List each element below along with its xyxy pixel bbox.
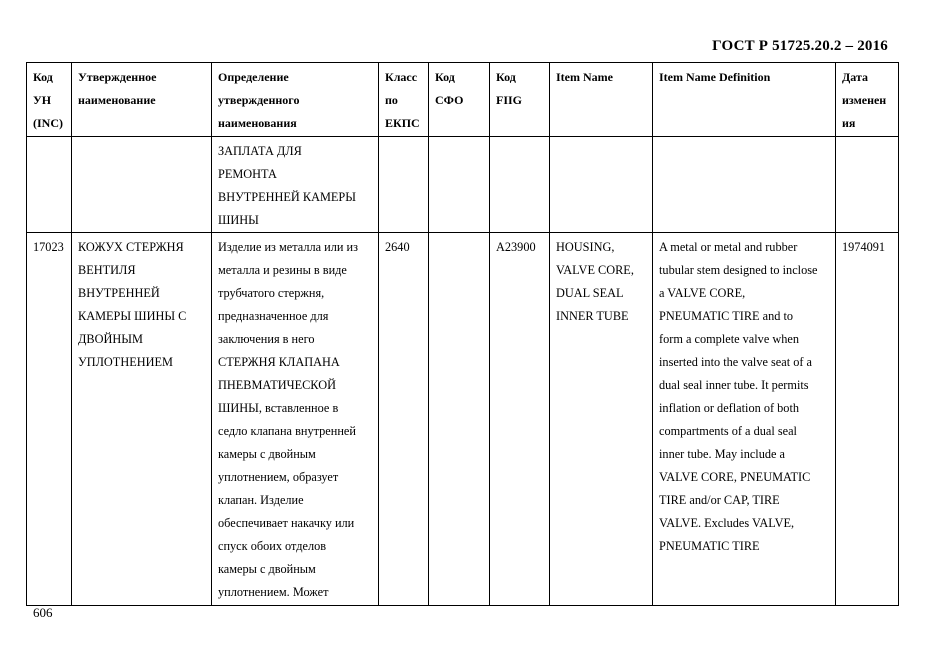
header-item-name-definition: Item Name Definition (653, 63, 836, 137)
table-header-row (27, 63, 899, 137)
cell-inc: 17023 (27, 233, 72, 606)
page-number: 606 (33, 605, 53, 620)
cell-definition: ЗАПЛАТА ДЛЯ РЕМОНТА ВНУТРЕННЕЙ КАМЕРЫ ШИНЫ (212, 137, 379, 233)
cell-class-ekps (379, 137, 429, 233)
cell-class-ekps: 2640 (379, 233, 429, 606)
header-class-ekps: Класс по ЕКПС (379, 63, 429, 137)
header-date-changed: Дата изменен ия (836, 63, 899, 137)
cell-item-name: HOUSING, VALVE CORE, DUAL SEAL INNER TUBE (550, 233, 653, 606)
cell-code-sfo (429, 233, 490, 606)
cell-item-name-definition: A metal or metal and rubber tubular stem designed to inclose a VALVE CORE, PNEUMATIC TIRE and to form a complete valve when inserted into the valve seat of a dual seal inner tube. It permits inflation or deflation of both compartments of a dual seal inner tube. May include a VALVE CORE, PNEUMATIC TIRE and/or CAP, TIRE VALVE. Excludes VALVE, PNEUMATIC TIRE (653, 233, 836, 606)
table-row (27, 233, 899, 606)
cell-item-name (550, 137, 653, 233)
cell-approved-name (72, 137, 212, 233)
cell-code-fiig (490, 137, 550, 233)
cell-item-name-definition (653, 137, 836, 233)
standard-designation: ГОСТ Р 51725.20.2 – 2016 (712, 38, 888, 54)
cell-approved-name: КОЖУХ СТЕРЖНЯ ВЕНТИЛЯ ВНУТРЕННЕЙ КАМЕРЫ ШИНЫ С ДВОЙНЫМ УПЛОТНЕНИЕМ (72, 233, 212, 606)
cell-date-changed (836, 137, 899, 233)
cell-code-fiig: A23900 (490, 233, 550, 606)
header-code-sfo: Код СФО (429, 63, 490, 137)
cell-inc (27, 137, 72, 233)
cell-definition: Изделие из металла или из металла и резины в виде трубчатого стержня, предназначенное для заключения в него СТЕРЖНЯ КЛАПАНА ПНЕВМАТИЧЕСКОЙ ШИНЫ, вставленное в седло клапана внутренней камеры с двойным уплотнением, образует клапан. Изделие обеспечивает накачку или спуск обоих отделов камеры с двойным уплотнением. Может (212, 233, 379, 606)
header-approved-name: Утвержденное наименование (72, 63, 212, 137)
header-inc: Код УН (INC) (27, 63, 72, 137)
header-code-fiig: Код FIIG (490, 63, 550, 137)
cell-date-changed: 1974091 (836, 233, 899, 606)
header-definition: Определение утвержденного наименования (212, 63, 379, 137)
header-item-name: Item Name (550, 63, 653, 137)
spec-table (26, 62, 899, 606)
table-row (27, 137, 899, 233)
cell-code-sfo (429, 137, 490, 233)
